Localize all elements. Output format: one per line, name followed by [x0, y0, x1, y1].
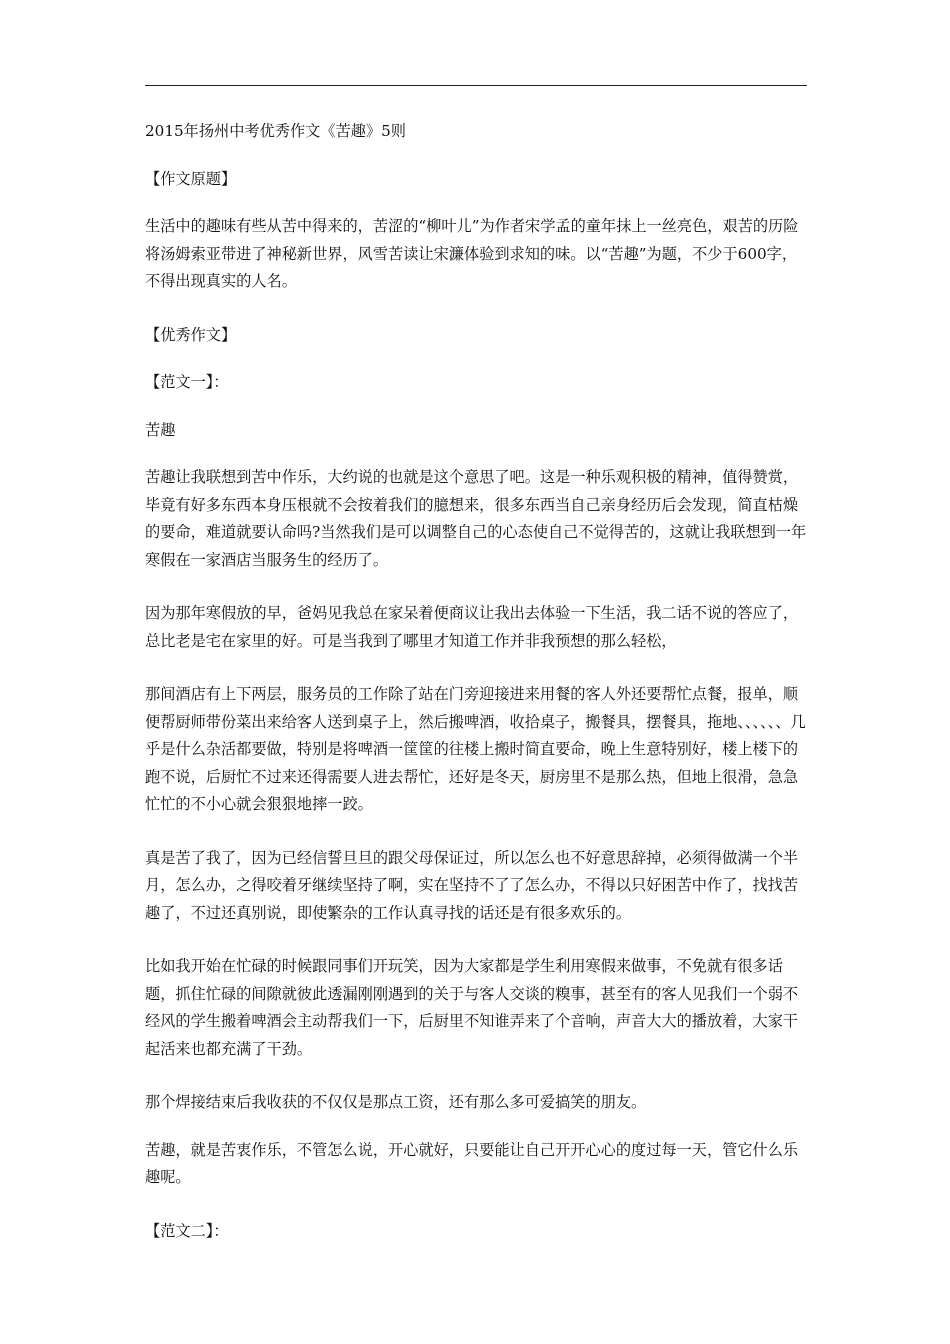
essay-paragraph: 那间酒店有上下两层，服务员的工作除了站在门旁迎接进来用餐的客人外还要帮忙点餐，报单，顺便帮厨师带份菜出来给客人送到桌子上，然后搬啤酒，收拾桌子，搬餐具，摆餐具，拖地、、、、、、几乎是什么杂活都要做，特别是将啤酒一筐筐的往楼上搬时简直要命，晚上生意特别好，楼上楼下的跑不说，后厨忙不过来还得需要人进去帮忙，还好是冬天，厨房里不是那么热，但地上很滑，急急忙忙的不小心就会狠狠地摔一跤。 [145, 685, 806, 813]
essay-paragraph: 比如我开始在忙碌的时候跟同事们开玩笑，因为大家都是学生利用寒假来做事，不免就有很多话题，抓住忙碌的间隙就彼此透漏刚刚遇到的关于与客人交谈的糗事，甚至有的客人见我们一个弱不经风的学生搬着啤酒会主动帮我们一下，后厨里不知谁弄来了个音响，声音大大的播放着，大家干起活来也都充满了干劲。 [145, 957, 799, 1058]
essay-paragraph: 苦趣，就是苦衷作乐，不管怎么说，开心就好，只要能让自己开开心心的度过每一天，管它什么乐趣呢。 [145, 1140, 799, 1186]
essay-paragraph: 那个焊接结束后我收获的不仅仅是那点工资，还有那么多可爱搞笑的朋友。 [145, 1093, 647, 1111]
header-divider [145, 85, 807, 86]
essay-paragraph: 因为那年寒假放的早，爸妈见我总在家呆着便商议让我出去体验一下生活，我二话不说的答应了，总比老是宅在家里的好。可是当我到了哪里才知道工作并非我预想的那么轻松， [145, 604, 799, 650]
essay-paragraph: 苦趣让我联想到苦中作乐，大约说的也就是这个意思了吧。这是一种乐观积极的精神，值得赞赏，毕竟有好多东西本身压根就不会按着我们的臆想来，很多东西当自己亲身经历后会发现，简直枯燥的要命，难道就要认命吗?当然我们是可以调整自己的心态使自己不觉得苦的，这就让我联想到一年寒假在一家酒店当服务生的经历了。 [145, 468, 807, 569]
section-heading-original-prompt: 【作文原题】 [145, 169, 237, 188]
sample-one-label: 【范文一】： [145, 373, 229, 391]
sample-two-label: 【范文二】： [145, 1221, 229, 1240]
section-heading-excellent-essays: 【优秀作文】 [145, 325, 237, 344]
sample-one-title: 苦趣 [145, 420, 176, 439]
essay-paragraph: 真是苦了我了，因为已经信誓旦旦的跟父母保证过，所以怎么也不好意思辞掉，必须得做满一个半月，怎么办，之得咬着牙继续坚持了啊，实在坚持不了了怎么办，不得以只好困苦中作了，找找苦趣了，不过还真别说，即使繁杂的工作认真寻找的话还是有很多欢乐的。 [145, 848, 799, 922]
prompt-paragraph: 生活中的趣味有些从苦中得来的，苦涩的“柳叶儿”为作者宋学孟的童年抹上一丝亮色，艰苦的历险将汤姆索亚带进了神秘新世界，风雪苦读让宋濂体验到求知的味。以“苦趣”为题，不少于600字，不得出现真实的人名。 [145, 217, 799, 290]
document-body [145, 118, 809, 1271]
document-title: 2015年扬州中考优秀作文《苦趣》5则 [145, 122, 406, 140]
